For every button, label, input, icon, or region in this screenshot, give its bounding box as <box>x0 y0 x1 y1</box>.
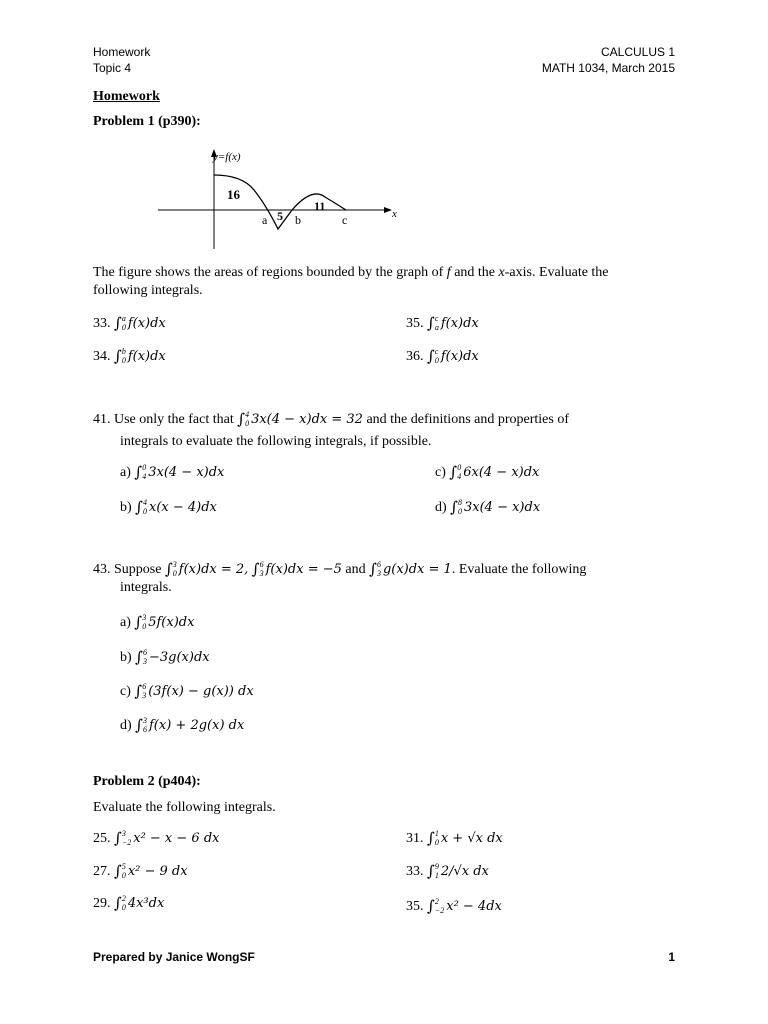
integral-sign-icon: ∫ <box>237 410 246 428</box>
q43-b: b) ∫ 6 3 −3g(x)dx <box>120 647 210 666</box>
q41-d: d) ∫ 8 0 3x(4 − x)dx <box>435 497 541 516</box>
problem1-heading: Problem 1 (p390): <box>93 114 201 129</box>
integral-sign-icon: ∫ <box>449 463 458 481</box>
x-axis-arrow <box>384 207 392 213</box>
integral-sign-icon: ∫ <box>427 829 435 847</box>
y-axis-label: y=f(x) <box>213 151 241 163</box>
footer-author: Prepared by Janice WongSF <box>93 950 255 964</box>
exercise-35: 35. ∫ c a f(x)dx <box>406 313 479 332</box>
exercise-29: 29. ∫ 2 0 4x³dx <box>93 893 165 912</box>
point-a-label: a <box>262 213 268 227</box>
integral-sign-icon: ∫ <box>369 560 377 578</box>
area-graph <box>150 145 400 253</box>
integral-sign-icon: ∫ <box>134 682 143 700</box>
q43-a: a) ∫ 3 0 5f(x)dx <box>120 612 195 631</box>
q41-c: c) ∫ 0 4 6x(4 − x)dx <box>435 462 540 481</box>
integral-sign-icon: ∫ <box>427 314 435 332</box>
integral-sign-icon: ∫ <box>135 498 143 516</box>
integral-sign-icon: ∫ <box>114 314 122 332</box>
integral-sign-icon: ∫ <box>114 347 122 365</box>
q43-d: d) ∫ 3 6 f(x) + 2g(x) dx <box>120 715 245 734</box>
header-code-date: MATH 1034, March 2015 <box>541 61 675 75</box>
header-right <box>542 44 675 76</box>
footer-page-number: 1 <box>668 950 675 964</box>
exercise-33b: 33. ∫ 9 1 2/√x dx <box>406 861 489 880</box>
integral-sign-icon: ∫ <box>134 613 143 631</box>
q41-b: b) ∫ 4 0 x(x − 4)dx <box>120 497 217 516</box>
problem2-intro: Evaluate the following integrals. <box>93 800 276 815</box>
integral-sign-icon: ∫ <box>427 897 435 915</box>
area-5-label: 5 <box>277 209 283 223</box>
integral-sign-icon: ∫ <box>164 560 173 578</box>
exercise-27: 27. ∫ 5 0 x² − 9 dx <box>93 861 188 880</box>
q43-c: c) ∫ 6 3 (3f(x) − g(x)) dx <box>120 681 254 700</box>
question-43: 43. Suppose ∫ 3 0 f(x)dx = 2, ∫ 6 3 f(x)dx = −5 and ∫ 6 3 g(x)dx = 1. Evaluate the following integrals. <box>93 559 587 595</box>
integral-sign-icon: ∫ <box>427 347 435 365</box>
header-left <box>93 44 150 76</box>
question-41: 41. Use only the fact that ∫ 4 0 3x(4 − x)dx = 32 and the definitions and properties of integrals to evaluate the following integrals, if possible. <box>93 409 569 449</box>
header-topic: Topic 4 <box>93 61 132 75</box>
point-b-label: b <box>295 213 301 227</box>
header-title: Homework <box>93 45 151 59</box>
exercise-34: 34. ∫ b 0 f(x)dx <box>93 346 166 365</box>
problem2-heading: Problem 2 (p404): <box>93 774 201 789</box>
q41-a: a) ∫ 0 4 3x(4 − x)dx <box>120 462 225 481</box>
problem1-description: The figure shows the areas of regions bounded by the graph of f and the x-axis. Evaluate the following integrals. <box>93 265 609 298</box>
point-c-label: c <box>342 213 348 227</box>
integral-sign-icon: ∫ <box>114 894 122 912</box>
integral-sign-icon: ∫ <box>134 463 143 481</box>
integral-sign-icon: ∫ <box>251 560 260 578</box>
integral-sign-icon: ∫ <box>135 716 143 734</box>
integral-sign-icon: ∫ <box>450 498 458 516</box>
exercise-31: 31. ∫ 1 0 x + √x dx <box>406 828 503 847</box>
integral-sign-icon: ∫ <box>114 829 122 847</box>
area-16-label: 16 <box>227 187 240 202</box>
exercise-25: 25. ∫ 3 −2 x² − x − 6 dx <box>93 828 220 847</box>
x-axis-label: x <box>392 208 397 220</box>
exercise-33: 33. ∫ a 0 f(x)dx <box>93 313 166 332</box>
integral-sign-icon: ∫ <box>114 862 122 880</box>
page-title: Homework <box>93 89 160 104</box>
exercise-35b: 35. ∫ 2 −2 x² − 4dx <box>406 896 502 915</box>
integral-sign-icon: ∫ <box>427 862 435 880</box>
integral-sign-icon: ∫ <box>135 648 143 666</box>
area-11-label: 11 <box>314 199 326 213</box>
exercise-36: 36. ∫ c 0 f(x)dx <box>406 346 479 365</box>
header-course: CALCULUS 1 <box>600 45 675 59</box>
